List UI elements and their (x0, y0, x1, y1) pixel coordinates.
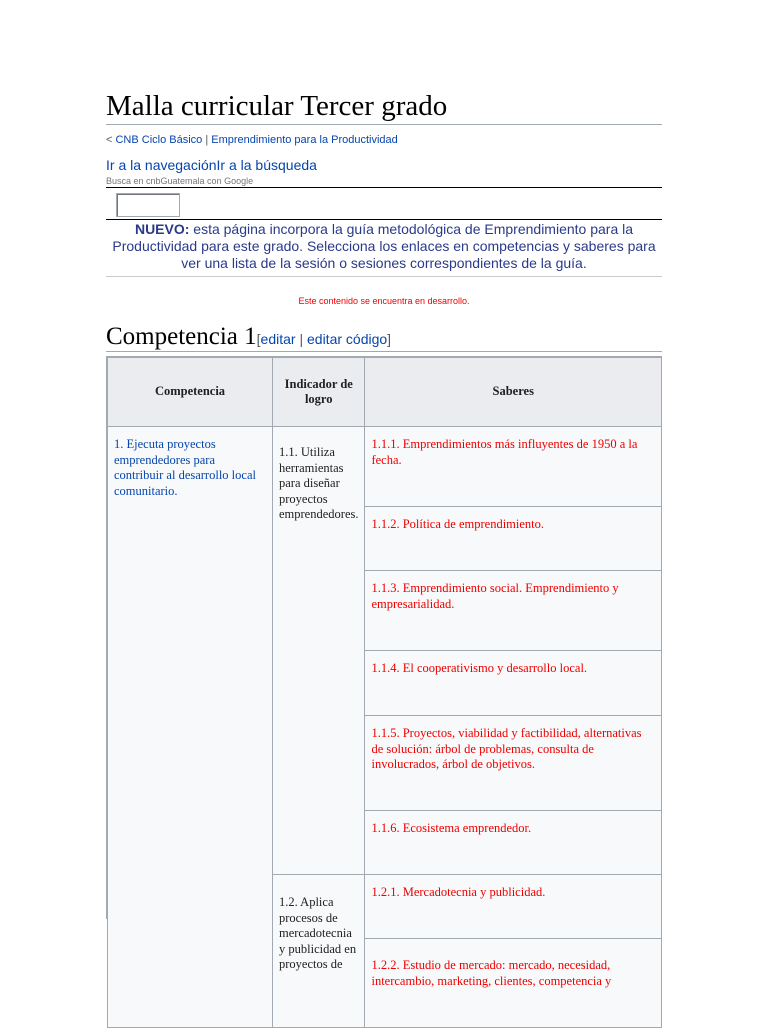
breadcrumb-link-emprendimiento[interactable]: Emprendimiento para la Productividad (211, 134, 398, 146)
indicador-cell: 1.2. Aplica procesos de mercadotecnia y publicidad en proyectos de (273, 875, 365, 1028)
skip-links[interactable]: Ir a la navegaciónIr a la búsqueda (106, 157, 317, 173)
bracket-close: ] (387, 331, 392, 347)
section-edit-links (257, 331, 391, 347)
development-notice: Este contenido se encuentra en desarrollo. (298, 296, 470, 306)
page-title: Malla curricular Tercer grado (106, 86, 662, 125)
saber-link[interactable]: 1.1.6. Ecosistema emprendedor. (365, 811, 662, 875)
bracket-open: [ (256, 331, 261, 347)
competencia-link[interactable]: 1. Ejecuta proyectos emprendedores para contribuir al desarrollo local comunitario. (108, 427, 273, 1028)
saber-link[interactable]: 1.1.3. Emprendimiento social. Emprendimiento y empresarialidad. (365, 571, 662, 651)
saber-link[interactable]: 1.2.1. Mercadotecnia y publicidad. (365, 875, 662, 939)
saber-link[interactable]: 1.2.2. Estudio de mercado: mercado, necesidad, intercambio, marketing, clientes, competencia y (365, 939, 662, 1028)
edit-source-link[interactable]: editar código (307, 331, 388, 347)
search-input[interactable] (116, 193, 180, 217)
saber-link[interactable]: 1.1.2. Política de emprendimiento. (365, 507, 662, 571)
notice-text: esta página incorpora la guía metodológica de Emprendimiento para la Productividad para este grado. Selecciona los enlaces en competencias y saberes para ver una lista de la sesión o sesiones correspondientes de la guía. (112, 221, 656, 271)
section-heading (106, 321, 662, 352)
new-notice (106, 221, 662, 272)
table-row (108, 427, 662, 507)
breadcrumb (106, 134, 398, 146)
breadcrumb-link-cnb[interactable]: CNB Ciclo Básico (115, 134, 203, 146)
breadcrumb-separator: | (202, 134, 212, 146)
header-competencia: Competencia (108, 358, 273, 427)
saber-link[interactable]: 1.1.5. Proyectos, viabilidad y factibilidad, alternativas de solución: árbol de problemas, consulta de involucrados, árbol de objetivos. (365, 716, 662, 811)
google-search-label: Busca en cnbGuatemala con Google (106, 176, 254, 186)
header-saberes: Saberes (365, 358, 662, 427)
notice-divider (106, 276, 662, 277)
section-title: Competencia 1 (106, 323, 257, 350)
breadcrumb-prefix: < (106, 134, 116, 146)
indicador-cell: 1.1. Utiliza herramientas para diseñar proyectos emprendedores. (273, 427, 365, 875)
edit-link[interactable]: editar (260, 331, 296, 347)
curriculum-table (107, 357, 662, 1028)
saber-link[interactable]: 1.1.1. Emprendimientos más influyentes de 1950 a la fecha. (365, 427, 662, 507)
table-header-row (108, 358, 662, 427)
edit-separator: | (295, 331, 307, 347)
header-indicador: Indicador de logro (273, 358, 365, 427)
divider-top (106, 187, 662, 188)
curriculum-table-wrapper (106, 356, 662, 988)
saber-link[interactable]: 1.1.4. El cooperativismo y desarrollo local. (365, 651, 662, 716)
notice-label: NUEVO: (134, 221, 190, 237)
divider-bottom (106, 219, 662, 220)
